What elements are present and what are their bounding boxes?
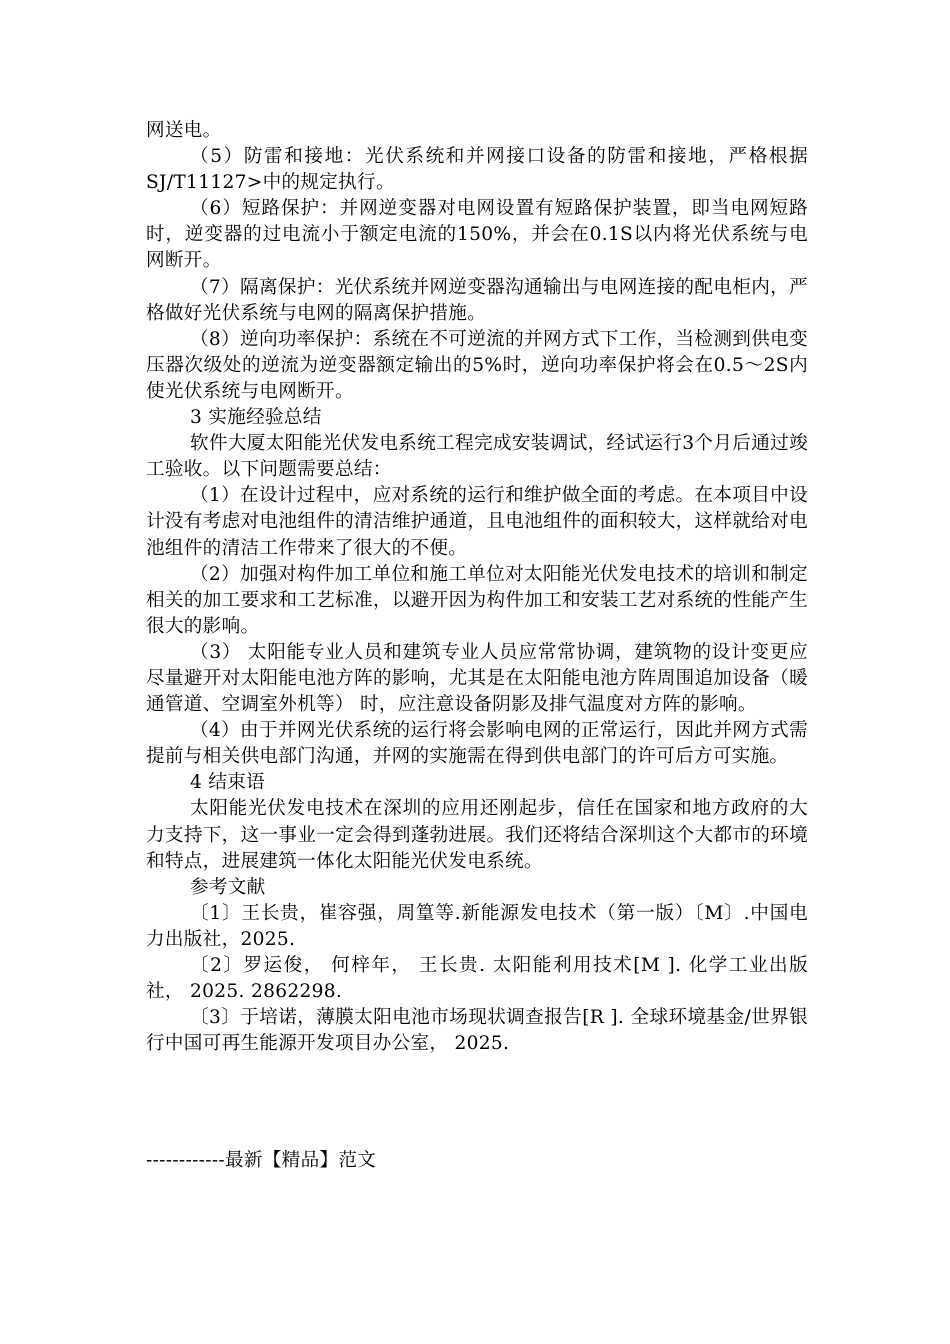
summary-item-4: （4）由于并网光伏系统的运行将会影响电网的正常运行，因此并网方式需提前与相关供电部门沟通，并网的实施需在得到供电部门的许可后方可实施。 xyxy=(146,720,808,768)
section-heading-4: 4 结束语 xyxy=(190,772,266,794)
reference-item-1: 〔1〕王长贵，崔容强，周篁等.新能源发电技术（第一版）〔M〕.中国电力出版社，2025. xyxy=(146,902,808,950)
summary-item-3: （3） 太阳能专业人员和建筑专业人员应常常协调，建筑物的设计变更应尽量避开对太阳能电池方阵的影响，尤其是在太阳能电池方阵周围追加设备（暖通管道、空调室外机等） 时，应注意设备阴影及排气温度对方阵的影响。 xyxy=(146,641,808,716)
paragraph-reverse-power-protection: （8）逆向功率保护：系统在不可逆流的并网方式下工作，当检测到供电变压器次级处的逆流为逆变器额定输出的5%时，逆向功率保护将会在0.5～2S内使光伏系统与电网断开。 xyxy=(146,328,808,402)
paragraph-conclusion: 太阳能光伏发电技术在深圳的应用还刚起步，信任在国家和地方政府的大力支持下，这一事业一定会得到蓬勃进展。我们还将结合深圳这个大都市的环境和特点，进展建筑一体化太阳能光伏发电系统。 xyxy=(146,798,808,872)
section-heading-3: 3 实施经验总结 xyxy=(190,407,322,429)
document-body xyxy=(146,118,808,1057)
summary-item-2: （2）加强对构件加工单位和施工单位对太阳能光伏发电技术的培训和制定相关的加工要求和工艺标准，以避开因为构件加工和安装工艺对系统的性能产生很大的影响。 xyxy=(146,563,808,637)
summary-item-1: （1）在设计过程中，应对系统的运行和维护做全面的考虑。在本项目中设计没有考虑对电池组件的清洁维护通道，且电池组件的面积较大，这样就给对电池组件的清洁工作带来了很大的不便。 xyxy=(146,485,808,559)
paragraph-isolation-protection: （7）隔离保护：光伏系统并网逆变器沟通输出与电网连接的配电柜内，严格做好光伏系统与电网的隔离保护措施。 xyxy=(146,276,808,324)
reference-item-3: 〔3〕于培诺，薄膜太阳电池市场现状调查报告[R ]. 全球环境基金/世界银行中国可再生能源开发项目办公室， 2025. xyxy=(146,1007,808,1055)
references-heading: 参考文献 xyxy=(190,876,266,898)
paragraph-lightning-grounding: （5）防雷和接地：光伏系统和并网接口设备的防雷和接地，严格根据SJ/T11127>中的规定执行。 xyxy=(146,146,808,194)
paragraph-summary-intro: 软件大厦太阳能光伏发电系统工程完成安装调试，经试运行3个月后通过竣工验收。以下问题需要总结： xyxy=(146,433,808,481)
paragraph-continuation: 网送电。 xyxy=(146,120,222,141)
page-footer: ------------最新【精品】范文 xyxy=(146,1150,377,1171)
reference-item-2: 〔2〕罗运俊， 何梓年， 王长贵. 太阳能利用技术[M ]. 化学工业出版社， 2025. 2862298. xyxy=(146,955,808,1003)
paragraph-short-circuit-protection: （6）短路保护：并网逆变器对电网设置有短路保护装置，即当电网短路时，逆变器的过电流小于额定电流的150%，并会在0.1S以内将光伏系统与电网断开。 xyxy=(146,198,808,272)
